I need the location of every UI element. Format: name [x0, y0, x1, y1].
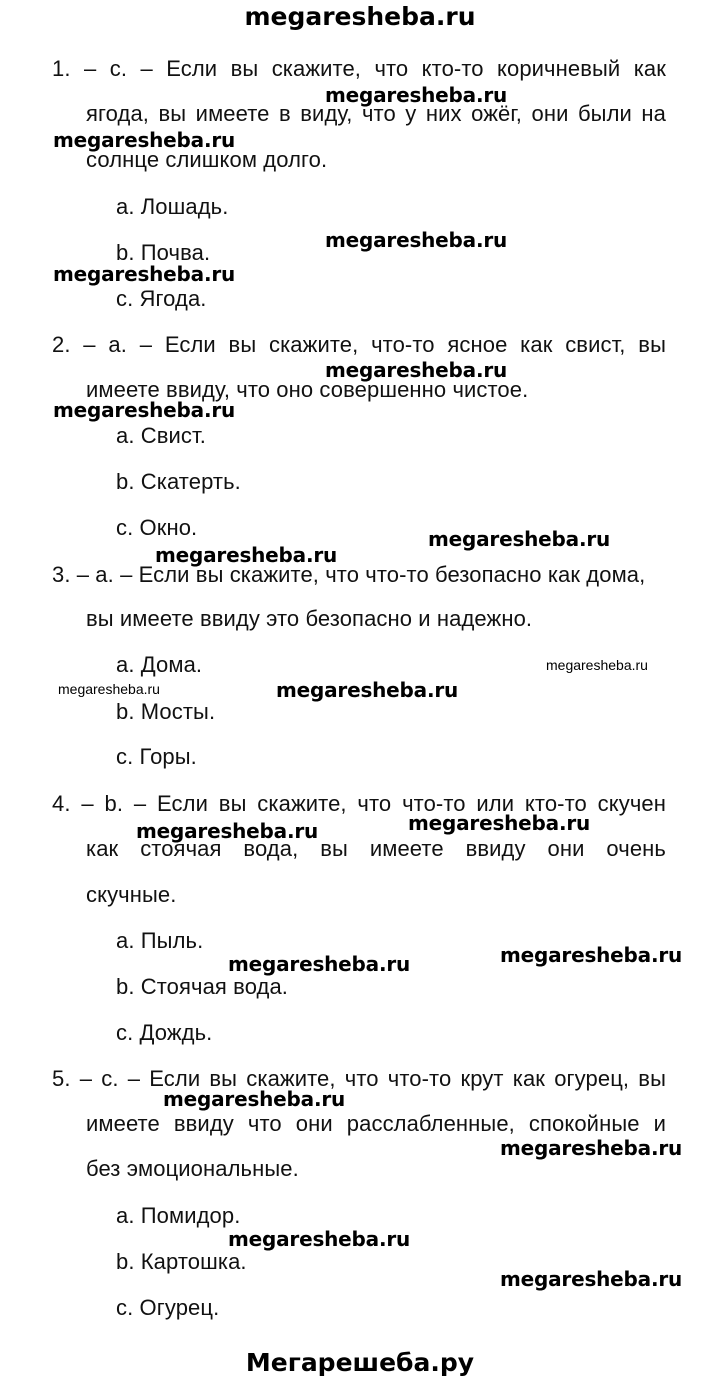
- question-5-line-2: имеете ввиду что они расслабленные, спокойные и: [86, 1111, 666, 1136]
- watermark: megaresheba.ru: [53, 398, 236, 422]
- question-2-line-2: имеете ввиду, что оно совершенно чистое.: [86, 377, 529, 402]
- watermark: megaresheba.ru: [325, 228, 508, 252]
- question-5-line-1: 5. – c. – Если вы скажите, что что-то крут как огурец, вы: [52, 1066, 666, 1091]
- question-1-option-c: c. Ягода.: [116, 286, 207, 311]
- question-2-option-b: b. Скатерть.: [116, 469, 241, 494]
- question-2-option-a: a. Свист.: [116, 423, 206, 448]
- question-2-option-c: c. Окно.: [116, 515, 198, 540]
- watermark: megaresheba.ru: [228, 1227, 411, 1251]
- question-3-option-c: c. Горы.: [116, 744, 197, 769]
- question-3-option-b: b. Мосты.: [116, 699, 216, 724]
- watermark: megaresheba.ru: [53, 128, 236, 152]
- watermark: megaresheba.ru: [428, 527, 611, 551]
- question-4-line-2: как стоячая вода, вы имеете ввиду они очень: [86, 836, 666, 861]
- watermark: megaresheba.ru: [500, 1267, 683, 1291]
- question-2-line-1: 2. – а. – Если вы скажите, что-то ясное как свист, вы: [52, 332, 666, 357]
- question-1-option-b: b. Почва.: [116, 240, 211, 265]
- watermark: megaresheba.ru: [136, 819, 319, 843]
- question-5-option-a: a. Помидор.: [116, 1203, 241, 1228]
- question-3-line-1: 3. – a. – Если вы скажите, что что-то безопасно как дома,: [52, 562, 646, 587]
- question-3-option-a: a. Дома.: [116, 652, 203, 677]
- watermark: megaresheba.ru: [155, 543, 338, 567]
- question-5-line-3: без эмоциональные.: [86, 1156, 299, 1181]
- question-3-line-2: вы имеете ввиду это безопасно и надежно.: [86, 606, 533, 631]
- question-4-option-c: c. Дождь.: [116, 1020, 213, 1045]
- question-4-option-a: a. Пыль.: [116, 928, 204, 953]
- question-4-line-1: 4. – b. – Если вы скажите, что что-то или кто-то скучен: [52, 791, 666, 816]
- watermark-small: megaresheba.ru: [546, 657, 648, 673]
- watermark: megaresheba.ru: [276, 678, 459, 702]
- question-5-option-c: c. Огурец.: [116, 1295, 220, 1320]
- watermark: megaresheba.ru: [53, 262, 236, 286]
- question-4-option-b: b. Стоячая вода.: [116, 974, 289, 999]
- watermark: megaresheba.ru: [408, 811, 591, 835]
- page-header: megaresheba.ru: [244, 2, 476, 31]
- watermark: megaresheba.ru: [228, 952, 411, 976]
- watermark: megaresheba.ru: [500, 1136, 683, 1160]
- page-footer: Мегарешеба.ру: [245, 1348, 475, 1377]
- question-1-line-3: солнце слишком долго.: [86, 147, 328, 172]
- watermark: megaresheba.ru: [163, 1087, 346, 1111]
- question-1-line-1: 1. – с. – Если вы скажите, что кто-то коричневый как: [52, 56, 666, 81]
- watermark: megaresheba.ru: [500, 943, 683, 967]
- question-5-option-b: b. Картошка.: [116, 1249, 247, 1274]
- question-4-line-3: скучные.: [86, 882, 177, 907]
- watermark-small: megaresheba.ru: [58, 681, 160, 697]
- question-1-option-a: a. Лошадь.: [116, 194, 229, 219]
- watermark: megaresheba.ru: [325, 83, 508, 107]
- question-1-line-2: ягода, вы имеете в виду, что у них ожёг, они были на: [86, 101, 666, 126]
- watermark: megaresheba.ru: [325, 358, 508, 382]
